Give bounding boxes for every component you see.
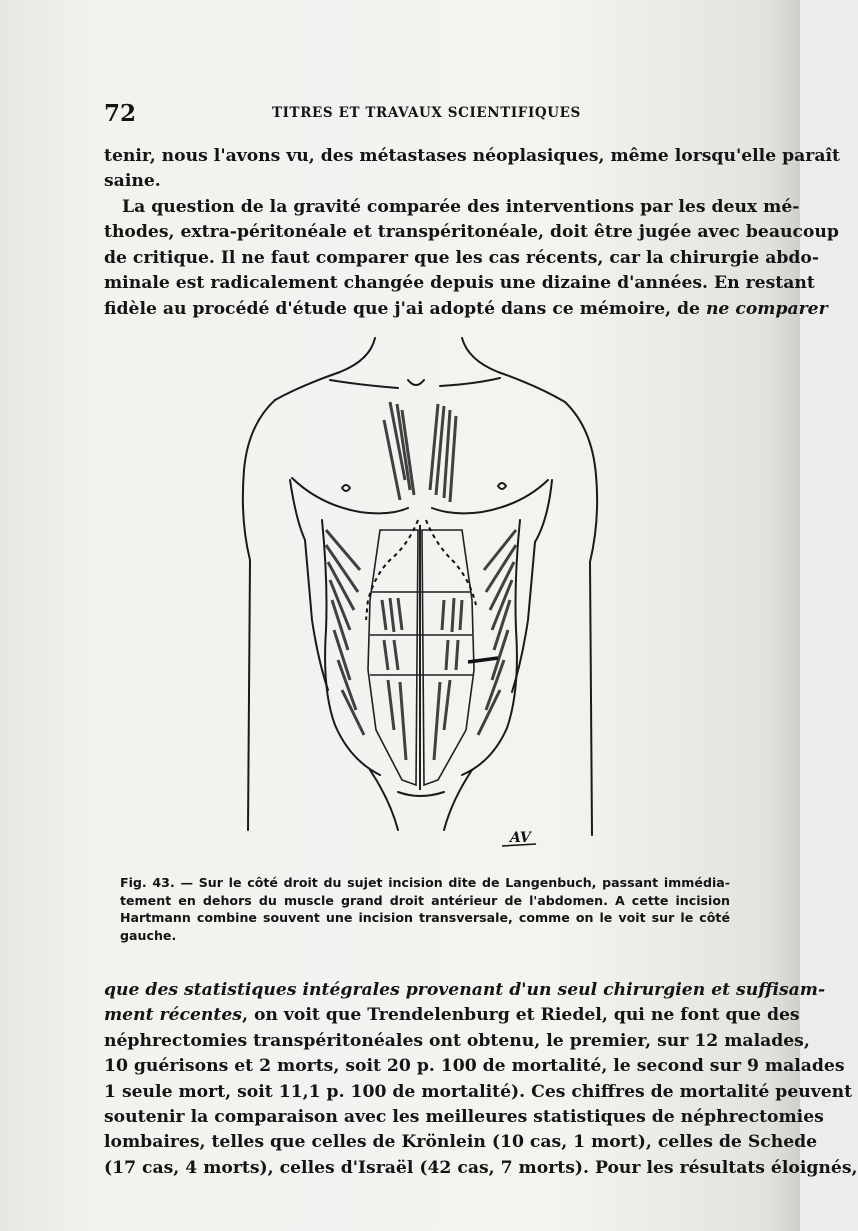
text-segment: , on voit que Trendelenburg et Riedel, qui ne font que des xyxy=(241,1005,800,1026)
pectoral-hatch-left xyxy=(384,402,414,500)
neck-right-line xyxy=(462,338,565,402)
caption-line xyxy=(104,874,730,892)
arm-right-inner xyxy=(512,480,552,692)
groin-left xyxy=(370,770,398,830)
page-number: 72 xyxy=(104,100,137,127)
italic-segment: que des statistiques intégrales provenant d'un seul chirurgien et suffisam- xyxy=(104,980,826,1000)
text-line: tenir, nous l'avons vu, des métastases néoplasiques, même lorsqu'elle paraît xyxy=(104,146,840,166)
artist-signature: AV xyxy=(510,830,531,846)
signature-underline xyxy=(502,844,536,846)
pectoral-hatch-right xyxy=(430,404,456,502)
figure-caption xyxy=(104,874,730,944)
paragraph-1 xyxy=(104,144,840,195)
text-line: (17 cas, 4 morts), celles d'Israël (42 cas, 7 morts). Pour les résultats éloignés, xyxy=(104,1157,858,1178)
italic-segment: ment récentes xyxy=(104,1005,242,1026)
paragraph-3 xyxy=(104,978,858,1181)
clavicle-left xyxy=(330,380,398,388)
pubic-line xyxy=(398,792,444,796)
rectus-hatch-right xyxy=(434,598,462,760)
text-line: minale est radicalement changée depuis une dizaine d'années. En restant xyxy=(104,273,815,294)
text-line xyxy=(104,978,826,1003)
text-line: de critique. Il ne faut comparer que les cas récents, car la chirurgie abdo- xyxy=(104,247,820,268)
text-line xyxy=(104,297,828,322)
nipple-right xyxy=(498,483,506,489)
page-header xyxy=(104,100,734,130)
caption-label: Fig. 43. xyxy=(120,875,175,890)
transverse-incision xyxy=(468,658,498,662)
arm-left-inner xyxy=(290,480,328,690)
text-segment: fidèle au procédé d'étude que j'ai adopté dans ce mémoire, de xyxy=(104,298,706,319)
caption-line: gauche. xyxy=(120,927,177,943)
nipple-left xyxy=(342,485,350,491)
text-line: La question de la gravité comparée des interventions par les deux mé- xyxy=(122,197,800,217)
clavicle-right xyxy=(440,378,500,386)
rectus-left xyxy=(368,530,418,785)
caption-line: Hartmann combine souvent une incision transversale, comme on le voit sur le côté xyxy=(120,910,730,926)
groin-right xyxy=(444,770,472,830)
italic-segment: ne comparer xyxy=(705,298,828,319)
text-line: soutenir la comparaison avec les meilleures statistiques de néphrectomies xyxy=(104,1106,824,1127)
text-line xyxy=(104,1003,800,1028)
paragraph-2 xyxy=(104,195,839,322)
oblique-hatch-right xyxy=(478,530,516,735)
caption-line: tement en dehors du muscle grand droit antérieur de l'abdomen. A cette incision xyxy=(120,892,730,908)
neck-left-line xyxy=(275,338,375,400)
anatomical-figure xyxy=(230,330,610,860)
running-title: TITRES ET TRAVAUX SCIENTIFIQUES xyxy=(272,105,581,121)
rectus-hatch-left xyxy=(382,598,406,760)
torso-right-outline xyxy=(565,402,597,835)
text-line: saine. xyxy=(104,171,161,192)
caption-text: — Sur le côté droit du sujet incision dite de Langenbuch, passant immédia- xyxy=(180,875,731,890)
oblique-hatch-left xyxy=(326,530,364,735)
text-line: néphrectomies transpéritonéales ont obtenu, le premier, sur 12 malades, xyxy=(104,1030,810,1051)
pectoral-left xyxy=(292,478,408,513)
text-line: thodes, extra-péritonéale et transpéritonéale, doit être jugée avec beaucoup xyxy=(104,222,839,243)
text-line: 1 seule mort, soit 11,1 p. 100 de mortalité). Ces chiffres de mortalité peuvent xyxy=(104,1081,853,1102)
sternal-notch xyxy=(408,380,424,385)
waist-right xyxy=(462,520,520,775)
text-line: 10 guérisons et 2 morts, soit 20 p. 100 de mortalité, le second sur 9 malades xyxy=(104,1056,845,1077)
torso-left-outline xyxy=(243,400,275,830)
text-line: lombaires, telles que celles de Krönlein (10 cas, 1 mort), celles de Schede xyxy=(104,1132,818,1153)
